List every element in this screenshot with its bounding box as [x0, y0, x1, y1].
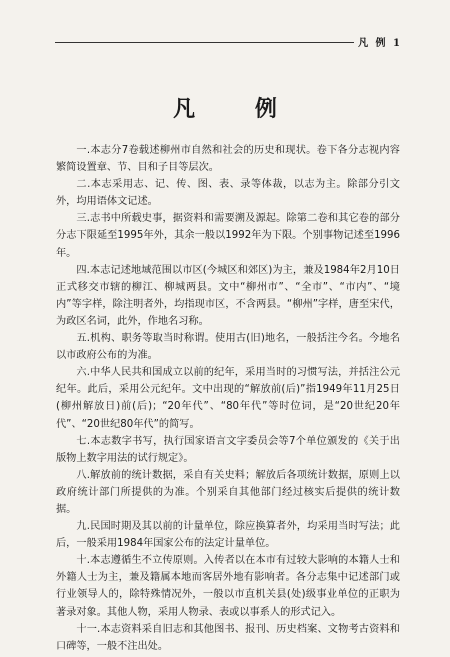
- paragraph-3: 三.志书中所载史事，据资料和需要溯及源起。除第二卷和其它卷的部分分志下限延至1995年外，其余一般以1992年为下限。个别事物记述至1996年。: [56, 213, 400, 259]
- page-title: 凡 例: [173, 96, 303, 122]
- running-head: 凡 例 1: [354, 34, 402, 49]
- paragraph-6: 六.中华人民共和国成立以前的纪年，采用当时的习惯写法，并括注公元纪年。此后，采用公元纪年。文中出现的“解放前(后)”指1949年11月25日(柳州解放日)前(后)；“20年代”、“80年代”等时位词，是“20世纪20年代”、“20世纪80年代”的简写。: [56, 367, 400, 430]
- paragraph-8: 八.解放前的统计数据，采自有关史料；解放后各项统计数据，原则上以政府统计部门所提供的为准。个别采自其他部门经过核实后提供的统计数据。: [56, 469, 400, 515]
- paragraph-5: 五.机构、职务等取当时称谓。使用古(旧)地名，一般括注今名。今地名以市政府公布的为准。: [56, 333, 400, 362]
- paragraph-2: 二.本志采用志、记、传、图、表、录等体裁，以志为主。除部分引文外，均用语体文记述。: [56, 179, 400, 208]
- paragraph-10: 十.本志遵循生不立传原则。入传者以在本市有过较大影响的本籍人士和外籍人士为主，兼及籍属本地而客居外地有影响者。各分志集中记述部门或行业领导人的，除特殊情况外，一般以市直机关县(处)级事业单位的正职为著录对象。其他人物，采用人物录、表或以事系人的形式记入。: [56, 555, 400, 618]
- paragraph-11: 十一.本志资料采自旧志和其他图书、报刊、历史档案、文物考古资料和口碑等，一般不注出处。: [56, 623, 400, 652]
- body-text: [56, 142, 400, 655]
- page-header: [55, 32, 402, 52]
- paragraph-9: 九.民国时期及其以前的计量单位，除应换算者外，均采用当时写法；此后，一般采用1984年国家公布的法定计量单位。: [56, 521, 400, 550]
- paragraph-4: 四.本志记述地域范围以市区(今城区和郊区)为主，兼及1984年2月10日正式移交市辖的柳江、柳城两县。文中“柳州市”、“全市”、“市内”、“境内”等字样，除注明者外，均指现市区，不含两县。“柳州”字样，唐至宋代，为政区名词，此外，作地名习称。: [56, 264, 400, 327]
- paragraph-1: 一.本志分7卷载述柳州市自然和社会的历史和现状。卷下各分志视内容繁简设置章、节、目和子目等层次。: [56, 145, 400, 174]
- paragraph-7: 七.本志数字书写，执行国家语言文字委员会等7个单位颁发的《关于出版物上数字用法的试行规定》。: [56, 435, 400, 464]
- header-rule: [55, 42, 354, 43]
